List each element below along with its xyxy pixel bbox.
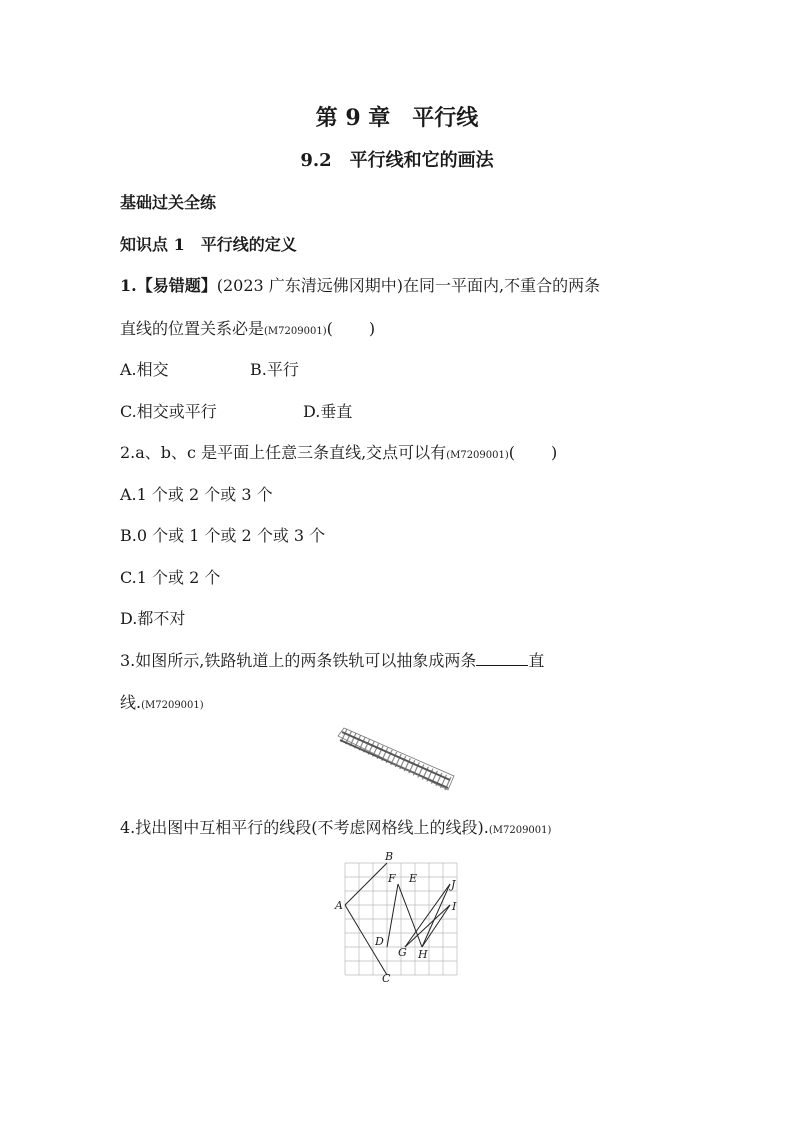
segment-ab [345, 863, 387, 905]
q1-tag: 【易错题】 [136, 276, 217, 295]
q1-paren-close: ) [368, 319, 376, 338]
q4-stem: 4.找出图中互相平行的线段(不考虑网格线上的线段). [120, 818, 489, 837]
segment-hi [422, 905, 450, 947]
section-label: 基础过关全练 [120, 193, 217, 212]
q2-stem: 2.a、b、c 是平面上任意三条直线,交点可以有 [120, 443, 447, 462]
q3-stem-after-blank: 直 [528, 651, 545, 670]
q1-stem-line1: 在同一平面内,不重合的两条 [403, 276, 601, 295]
q1-source: (2023 广东清远佛冈期中) [216, 276, 404, 295]
segment-fh [398, 884, 422, 947]
q2-option-d: D.都不对 [120, 609, 186, 628]
label-b: B [385, 850, 394, 863]
question-1-line1 [120, 273, 600, 296]
question-2-stem [120, 440, 557, 463]
q1-paren-open: ( [326, 319, 333, 338]
section-title: 9.2 平行线和它的画法 [300, 150, 494, 171]
q3-stem-line2: 线. [120, 693, 142, 712]
chapter-title: 第 9 章 平行线 [315, 105, 479, 131]
q1-code: (M7209001) [264, 326, 327, 337]
q2-paren-open: ( [508, 443, 516, 462]
q2-option-a: A.1 个或 2 个或 3 个 [120, 485, 273, 504]
question-3-line2 [120, 690, 204, 713]
q2-code: (M7209001) [446, 450, 509, 461]
q3-code: (M7209001) [141, 700, 204, 711]
label-c: C [382, 972, 391, 984]
q1-option-b: B.平行 [250, 360, 299, 379]
label-g: G [398, 946, 407, 959]
question-3-line1 [120, 648, 544, 671]
q2-paren-close: ) [551, 443, 558, 462]
q1-option-c: C.相交或平行 [120, 402, 217, 421]
segment-df [387, 884, 398, 947]
grid-line-segments-figure [332, 848, 468, 984]
q1-stem-line2: 直线的位置关系必是 [120, 319, 265, 338]
q2-option-c: C.1 个或 2 个 [120, 568, 221, 587]
railway-track-figure [336, 722, 458, 798]
question-1-line2 [120, 316, 375, 339]
label-j: J [451, 878, 456, 891]
rail-upper [342, 732, 450, 780]
q1-option-a: A.相交 [120, 360, 169, 379]
label-d: D [375, 935, 384, 948]
question-4-stem [120, 815, 551, 838]
q4-code: (M7209001) [488, 825, 552, 836]
label-i: I [452, 900, 457, 913]
q3-stem-line1: 3.如图所示,铁路轨道上的两条铁轨可以抽象成两条 [120, 651, 477, 670]
q3-answer-blank[interactable] [476, 651, 528, 666]
label-a: A [335, 899, 343, 912]
label-f: F [388, 872, 396, 885]
rail-lower [340, 740, 448, 788]
label-e: E [409, 872, 418, 885]
q2-option-b: B.0 个或 1 个或 2 个或 3 个 [120, 526, 326, 545]
q1-option-d: D.垂直 [303, 402, 353, 421]
knowledge-point-heading: 知识点 1 平行线的定义 [120, 235, 297, 254]
label-h: H [418, 948, 428, 961]
q1-number: 1. [120, 276, 137, 295]
segment-hj [422, 884, 450, 947]
